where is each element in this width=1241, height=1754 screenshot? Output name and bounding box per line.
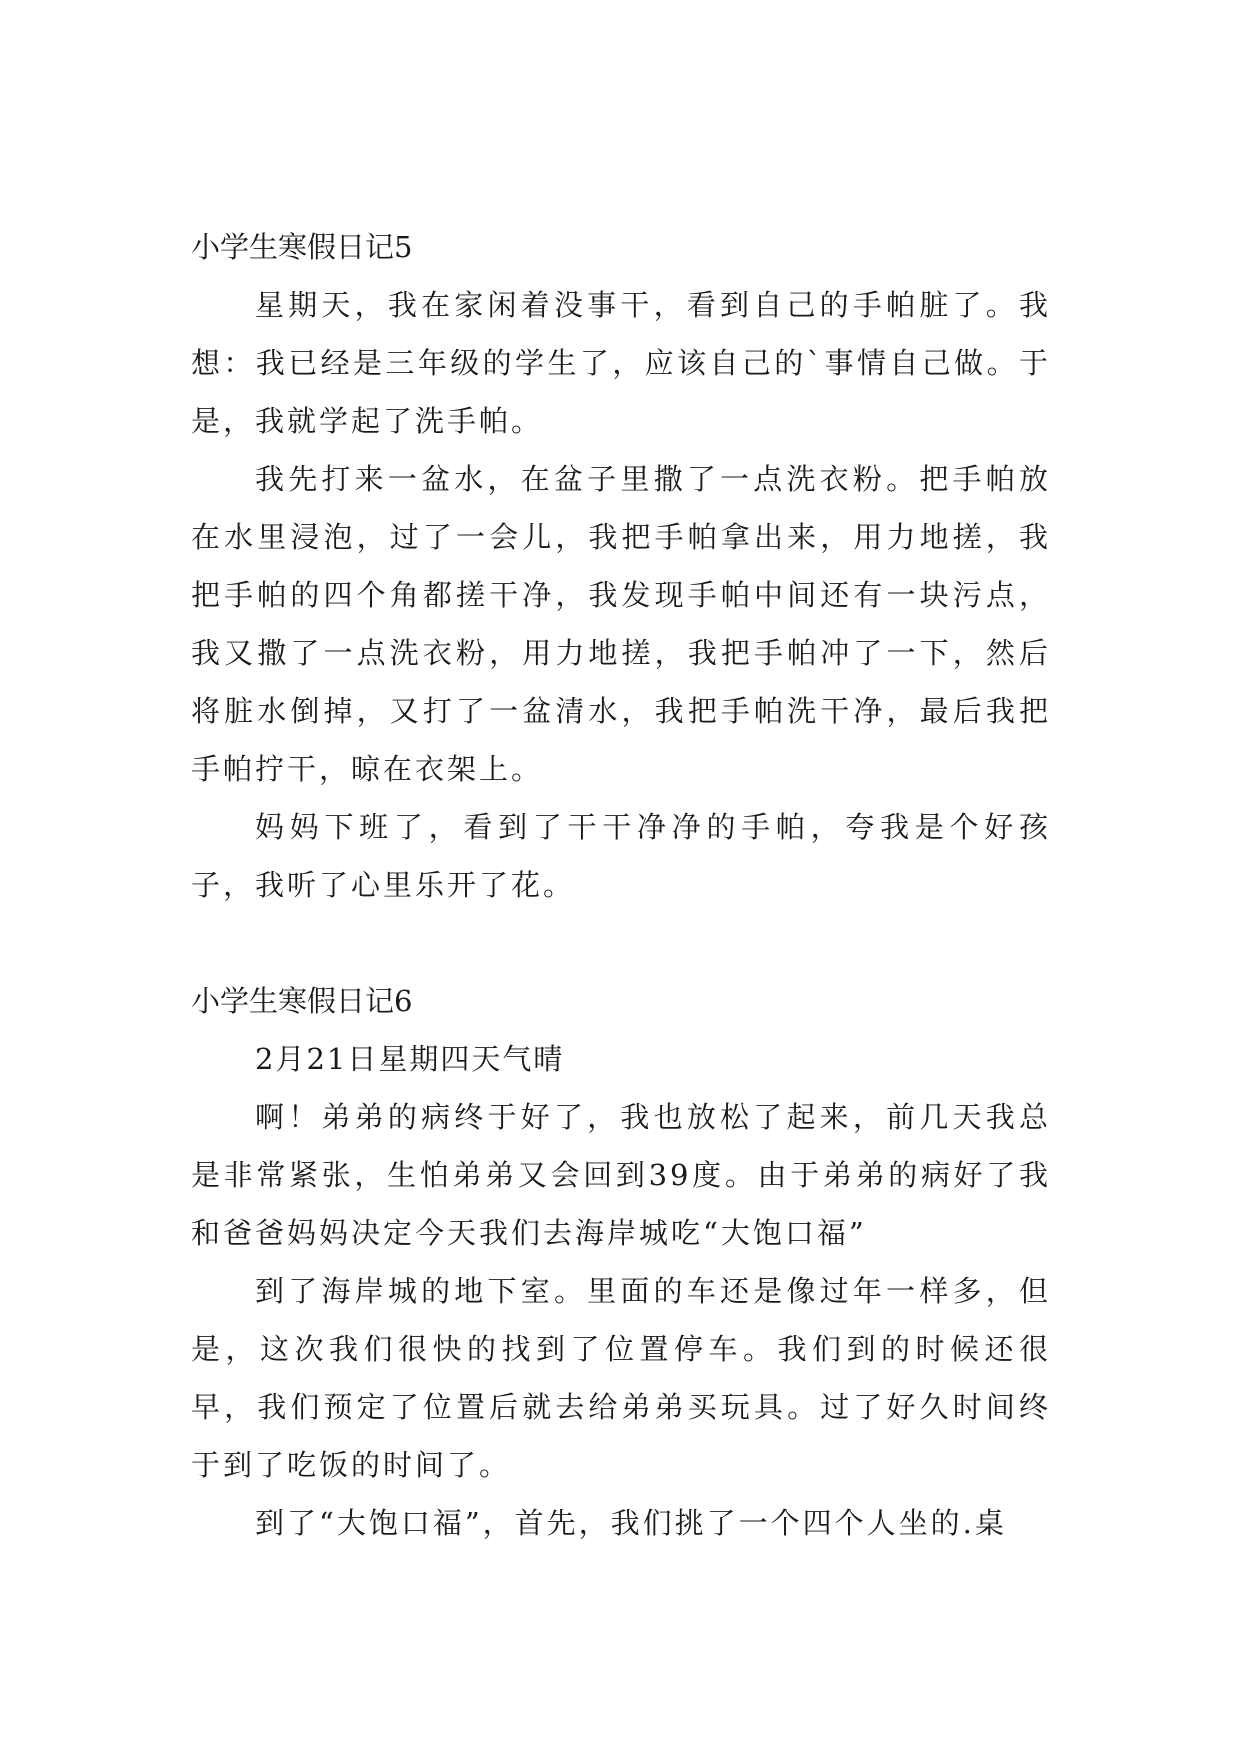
diary6-paragraph-2: 到了海岸城的地下室。里面的车还是像过年一样多，但是，这次我们很快的找到了位置停车。我们到的时候还很早，我们预定了位置后就去给弟弟买玩具。过了好久时间终于到了吃饭的时间了。 (191, 1274, 1051, 1482)
diary5-title: 小学生寒假日记5 (191, 230, 413, 264)
document-body (191, 218, 1051, 1552)
section-spacer (191, 914, 1051, 972)
diary5-paragraph-2: 我先打来一盆水，在盆子里撒了一点洗衣粉。把手帕放在水里浸泡，过了一会儿，我把手帕拿出来，用力地搓，我把手帕的四个角都搓干净，我发现手帕中间还有一块污点，我又撒了一点洗衣粉，用力地搓，我把手帕冲了一下，然后将脏水倒掉，又打了一盆清水，我把手帕洗干净，最后我把手帕拧干，晾在衣架上。 (191, 462, 1051, 786)
diary6-title: 小学生寒假日记6 (191, 984, 413, 1018)
diary6-paragraph-3: 到了“大饱口福”，首先，我们挑了一个四个人坐的.桌 (255, 1506, 1007, 1540)
diary6-paragraph-1: 啊！弟弟的病终于好了，我也放松了起来，前几天我总是非常紧张，生怕弟弟又会回到39度。由于弟弟的病好了我和爸爸妈妈决定今天我们去海岸城吃“大饱口福” (191, 1100, 1051, 1250)
diary5-paragraph-3: 妈妈下班了，看到了干干净净的手帕，夸我是个好孩子，我听了心里乐开了花。 (191, 810, 1051, 902)
diary5-paragraph-1: 星期天，我在家闲着没事干，看到自己的手帕脏了。我想：我已经是三年级的学生了，应该自己的`事情自己做。于是，我就学起了洗手帕。 (191, 288, 1051, 438)
diary6-date-line: 2月21日星期四天气晴 (255, 1042, 565, 1076)
